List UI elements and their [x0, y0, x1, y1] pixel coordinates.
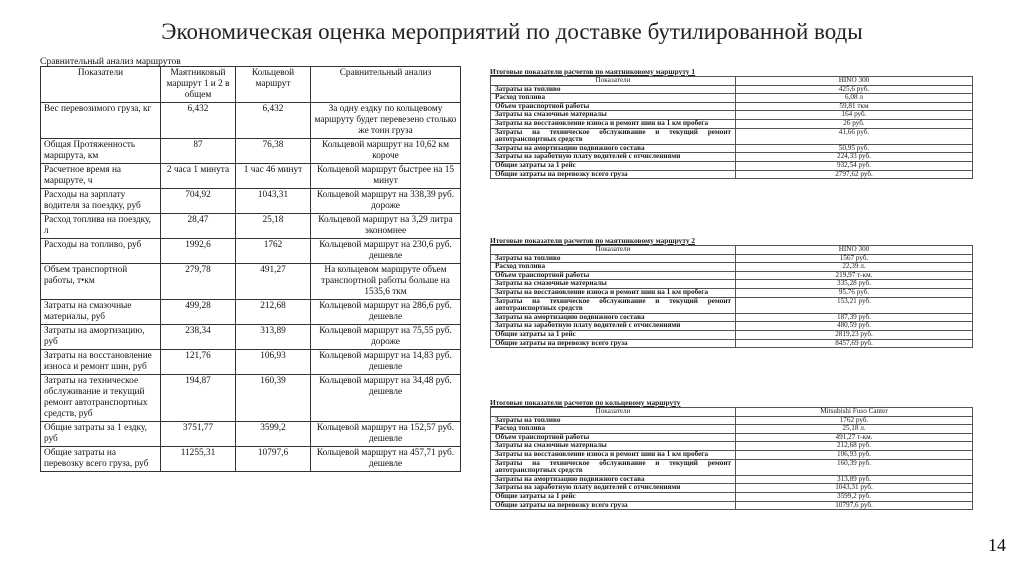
ring-value-cell: 6,432 [236, 103, 311, 139]
result-label-cell: Затраты на амортизацию подвижного состава [491, 475, 736, 484]
pendulum-value-cell: 121,76 [161, 350, 236, 375]
indicator-cell: Затраты на амортизацию, руб [41, 325, 161, 350]
result-label-cell: Расход топлива [491, 94, 736, 103]
result-label-cell: Затраты на смазочные материалы [491, 280, 736, 289]
result-row [491, 254, 973, 263]
result-value-cell: 2819,23 руб. [736, 330, 973, 339]
result-value-cell: 153,21 руб. [736, 297, 973, 313]
result-row [491, 492, 973, 501]
result-label-cell: Затраты на смазочные материалы [491, 442, 736, 451]
result-label-cell: Затраты на восстановление износа и ремонт шин на 1 км пробега [491, 450, 736, 459]
result-label-cell: Затраты на амортизацию подвижного состава [491, 313, 736, 322]
result-label-cell: Затраты на техническое обслуживание и текущий ремонт автотранспортных средств [491, 128, 736, 144]
result-row [491, 94, 973, 103]
page-number: 14 [988, 535, 1006, 555]
result-row [491, 339, 973, 348]
result-block-ring [490, 398, 972, 510]
result-label-cell: Общие затраты на перевозку всего груза [491, 170, 736, 179]
indicator-cell: Расходы на топливо, руб [41, 239, 161, 264]
result-label-cell: Объем транспортной работы [491, 433, 736, 442]
comparison-row [41, 447, 461, 472]
ring-value-cell: 76,38 [236, 139, 311, 164]
result-header-vehicle: Mitsubishi Fuso Canter [736, 408, 973, 417]
result-label-cell: Затраты на топливо [491, 254, 736, 263]
result-value-cell: 106,93 руб. [736, 450, 973, 459]
result-header-row [491, 77, 973, 86]
header-analysis: Сравнительный анализ [311, 67, 461, 103]
result-label-cell: Затраты на восстановление износа и ремонт шин на 1 км пробега [491, 119, 736, 128]
indicator-cell: Расчетное время на маршруте, ч [41, 164, 161, 189]
indicator-cell: Затраты на смазочные материалы, руб [41, 300, 161, 325]
indicator-cell: Расход топлива на поездку, л [41, 214, 161, 239]
result-row [491, 459, 973, 475]
result-value-cell: 932,54 руб. [736, 161, 973, 170]
comparison-header-row [41, 67, 461, 103]
analysis-cell: Кольцевой маршрут на 14,83 руб. дешевле [311, 350, 461, 375]
indicator-cell: Общие затраты за 1 ездку, руб [41, 422, 161, 447]
pendulum-value-cell: 238,34 [161, 325, 236, 350]
comparison-row [41, 214, 461, 239]
result-header-label: Показатели [491, 246, 736, 255]
analysis-cell: Кольцевой маршрут быстрее на 15 минут [311, 164, 461, 189]
ring-value-cell: 212,68 [236, 300, 311, 325]
result-label-cell: Затраты на топливо [491, 416, 736, 425]
ring-value-cell: 1762 [236, 239, 311, 264]
analysis-cell: Кольцевой маршрут на 457,71 руб. дешевле [311, 447, 461, 472]
result-value-cell: 335,28 руб. [736, 280, 973, 289]
result-value-cell: 425,6 руб. [736, 85, 973, 94]
result-value-cell: 1567 руб. [736, 254, 973, 263]
indicator-cell: Общая Протяженность маршрута, км [41, 139, 161, 164]
indicator-cell: Общие затраты на перевозку всего груза, руб [41, 447, 161, 472]
result-value-cell: 6,08 л [736, 94, 973, 103]
pendulum-value-cell: 2 часа 1 минута [161, 164, 236, 189]
analysis-cell: Кольцевой маршрут на 286,6 руб. дешевле [311, 300, 461, 325]
comparison-row [41, 422, 461, 447]
ring-value-cell: 25,18 [236, 214, 311, 239]
header-ring: Кольцевой маршрут [236, 67, 311, 103]
indicator-cell: Вес перевозимого груза, кг [41, 103, 161, 139]
result-label-cell: Объем транспортной работы [491, 102, 736, 111]
result-label-cell: Затраты на заработную плату водителей с отчислениями [491, 153, 736, 162]
pendulum-value-cell: 704,92 [161, 189, 236, 214]
result-header-row [491, 246, 973, 255]
ring-value-cell: 491,27 [236, 264, 311, 300]
pendulum-value-cell: 11255,31 [161, 447, 236, 472]
result-value-cell: 22,39 л. [736, 263, 973, 272]
result-caption: Итоговые показатели расчетов по маятниковому маршруту 1 [490, 67, 696, 76]
result-label-cell: Затраты на восстановление износа и ремонт шин на 1 км пробега [491, 288, 736, 297]
result-table [490, 245, 973, 348]
pendulum-value-cell: 194,87 [161, 375, 236, 422]
analysis-cell: Кольцевой маршрут на 34,48 руб. дешевле [311, 375, 461, 422]
result-header-label: Показатели [491, 408, 736, 417]
pendulum-value-cell: 87 [161, 139, 236, 164]
comparison-row [41, 139, 461, 164]
indicator-cell: Объем транспортной работы, т•км [41, 264, 161, 300]
comparison-table [40, 66, 461, 472]
result-value-cell: 313,89 руб. [736, 475, 973, 484]
result-row [491, 263, 973, 272]
analysis-cell: На кольцевом маршруте объем транспортной работы больше на 1535,6 ткм [311, 264, 461, 300]
ring-value-cell: 106,93 [236, 350, 311, 375]
result-label-cell: Затраты на заработную плату водителей с отчислениями [491, 484, 736, 493]
result-label-cell: Затраты на амортизацию подвижного состава [491, 144, 736, 153]
result-header-vehicle: HINO 300 [736, 77, 973, 86]
result-value-cell: 491,27 т-км. [736, 433, 973, 442]
result-block-pendulum-1 [490, 67, 972, 179]
result-value-cell: 8457,69 руб. [736, 339, 973, 348]
comparison-row [41, 189, 461, 214]
result-value-cell: 50,95 руб. [736, 144, 973, 153]
result-value-cell: 164 руб. [736, 111, 973, 120]
pendulum-value-cell: 28,47 [161, 214, 236, 239]
result-table [490, 407, 973, 510]
comparison-row [41, 164, 461, 189]
result-label-cell: Объем транспортной работы [491, 271, 736, 280]
indicator-cell: Затраты на техническое обслуживание и текущий ремонт автотранспортных средств, руб [41, 375, 161, 422]
result-value-cell: 224,33 руб. [736, 153, 973, 162]
pendulum-value-cell: 1992,6 [161, 239, 236, 264]
ring-value-cell: 10797,6 [236, 447, 311, 472]
result-value-cell: 212,68 руб. [736, 442, 973, 451]
result-value-cell: 480,59 руб. [736, 322, 973, 331]
pendulum-value-cell: 279,78 [161, 264, 236, 300]
result-value-cell: 59,81 ткм [736, 102, 973, 111]
analysis-cell: За одну ездку по кольцевому маршруту будет перевезено столько же тонн груза [311, 103, 461, 139]
result-label-cell: Общие затраты за 1 рейс [491, 330, 736, 339]
result-value-cell: 160,39 руб. [736, 459, 973, 475]
comparison-row [41, 325, 461, 350]
result-value-cell: 219,97 т-км. [736, 271, 973, 280]
result-header-label: Показатели [491, 77, 736, 86]
ring-value-cell: 3599,2 [236, 422, 311, 447]
comparison-row [41, 239, 461, 264]
result-label-cell: Общие затраты за 1 рейс [491, 492, 736, 501]
analysis-cell: Кольцевой маршрут на 3,29 литра экономнее [311, 214, 461, 239]
result-label-cell: Затраты на техническое обслуживание и текущий ремонт автотранспортных средств [491, 459, 736, 475]
analysis-cell: Кольцевой маршрут на 152,57 руб. дешевле [311, 422, 461, 447]
result-row [491, 161, 973, 170]
comparison-row [41, 375, 461, 422]
result-label-cell: Затраты на заработную плату водителей с отчислениями [491, 322, 736, 331]
result-row [491, 297, 973, 313]
result-value-cell: 2797,62 руб. [736, 170, 973, 179]
ring-value-cell: 1043,31 [236, 189, 311, 214]
result-value-cell: 1762 руб. [736, 416, 973, 425]
analysis-cell: Кольцевой маршрут на 75,55 руб. дороже [311, 325, 461, 350]
comparison-caption: Сравнительный анализ маршрутов [40, 57, 181, 67]
comparison-row [41, 103, 461, 139]
result-label-cell: Затраты на топливо [491, 85, 736, 94]
result-value-cell: 41,66 руб. [736, 128, 973, 144]
result-value-cell: 25,18 л. [736, 425, 973, 434]
result-caption: Итоговые показатели расчетов по кольцевому маршруту [490, 398, 681, 407]
result-label-cell: Затраты на техническое обслуживание и текущий ремонт автотранспортных средств [491, 297, 736, 313]
result-header-row [491, 408, 973, 417]
result-label-cell: Расход топлива [491, 263, 736, 272]
result-value-cell: 10797,6 руб. [736, 501, 973, 510]
result-row [491, 450, 973, 459]
pendulum-value-cell: 3751,77 [161, 422, 236, 447]
result-caption: Итоговые показатели расчетов по маятниковому маршруту 2 [490, 236, 696, 245]
comparison-row [41, 300, 461, 325]
result-row [491, 330, 973, 339]
result-label-cell: Затраты на смазочные материалы [491, 111, 736, 120]
result-table [490, 76, 973, 179]
header-indicators: Показатели [41, 67, 161, 103]
analysis-cell: Кольцевой маршрут на 10,62 км короче [311, 139, 461, 164]
analysis-cell: Кольцевой маршрут на 230,6 руб. дешевле [311, 239, 461, 264]
pendulum-value-cell: 6,432 [161, 103, 236, 139]
result-row [491, 416, 973, 425]
indicator-cell: Затраты на восстановление износа и ремонт шин, руб [41, 350, 161, 375]
result-row [491, 501, 973, 510]
result-header-vehicle: HINO 300 [736, 246, 973, 255]
result-row [491, 119, 973, 128]
result-row [491, 425, 973, 434]
ring-value-cell: 1 час 46 минут [236, 164, 311, 189]
comparison-row [41, 350, 461, 375]
result-row [491, 288, 973, 297]
result-value-cell: 1043,31 руб. [736, 484, 973, 493]
indicator-cell: Расходы на зарплату водителя за поездку, руб [41, 189, 161, 214]
pendulum-value-cell: 499,28 [161, 300, 236, 325]
result-row [491, 85, 973, 94]
result-value-cell: 3599,2 руб. [736, 492, 973, 501]
result-label-cell: Общие затраты на перевозку всего груза [491, 501, 736, 510]
result-label-cell: Расход топлива [491, 425, 736, 434]
ring-value-cell: 313,89 [236, 325, 311, 350]
result-block-pendulum-2 [490, 236, 972, 348]
result-row [491, 128, 973, 144]
header-pendulum: Маятниковый маршрут 1 и 2 в общем [161, 67, 236, 103]
page-title: Экономическая оценка мероприятий по доставке бутилированной воды [161, 19, 863, 44]
result-value-cell: 187,39 руб. [736, 313, 973, 322]
result-row [491, 170, 973, 179]
result-value-cell: 26 руб. [736, 119, 973, 128]
analysis-cell: Кольцевой маршрут на 338,39 руб. дороже [311, 189, 461, 214]
ring-value-cell: 160,39 [236, 375, 311, 422]
result-label-cell: Общие затраты за 1 рейс [491, 161, 736, 170]
result-value-cell: 95,76 руб. [736, 288, 973, 297]
result-label-cell: Общие затраты на перевозку всего груза [491, 339, 736, 348]
comparison-row [41, 264, 461, 300]
